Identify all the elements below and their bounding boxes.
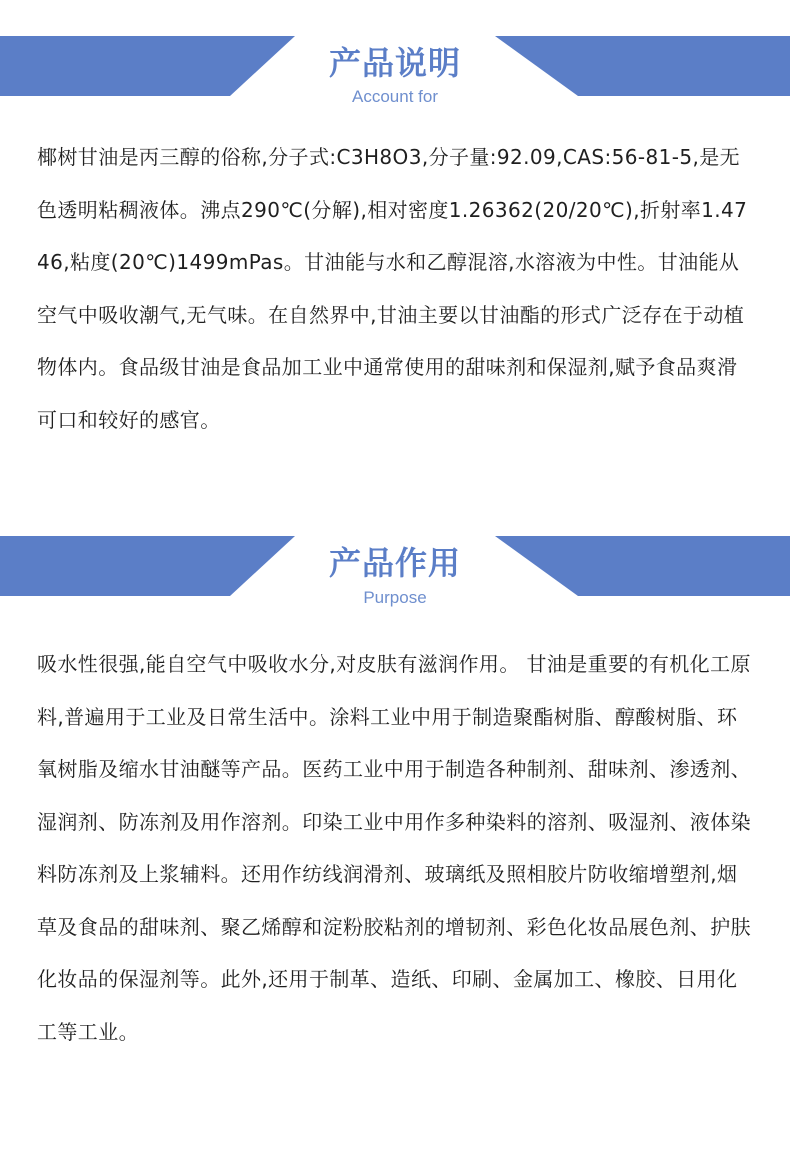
section-subtitle: Account for: [352, 87, 438, 106]
section-body-text: 椰树甘油是丙三醇的俗称,分子式:C3H8O3,分子量:92.09,CAS:56-81-5,是无色透明粘稠液体。沸点290℃(分解),相对密度1.26362(20/20℃),折射率1.4746,粘度(20℃)1499mPas。甘油能与水和乙醇混溶,水溶液为中性。甘油能从空气中吸收潮气,无气味。在自然界中,甘油主要以甘油酯的形式广泛存在于动植物体内。食品级甘油是食品加工业中通常使用的甜味剂和保湿剂,赋予食品爽滑可口和较好的感官。: [37, 145, 748, 432]
section-body-text: 吸水性很强,能自空气中吸收水分,对皮肤有滋润作用。 甘油是重要的有机化工原料,普遍用于工业及日常生活中。涂料工业中用于制造聚酯树脂、醇酸树脂、环氧树脂及缩水甘油醚等产品。医药工业中用于制造各种制剂、甜味剂、渗透剂、湿润剂、防冻剂及用作溶剂。印染工业中用作多种染料的溶剂、吸湿剂、液体染料防冻剂及上浆辅料。还用作纺线润滑剂、玻璃纸及照相胶片防收缩增塑剂,烟草及食品的甜味剂、聚乙烯醇和淀粉胶粘剂的增韧剂、彩色化妆品展色剂、护肤化妆品的保湿剂等。此外,还用于制革、造纸、印刷、金属加工、橡胶、日用化工等工业。: [37, 652, 751, 1044]
section-title: 产品作用: [328, 544, 461, 582]
section-title: 产品说明: [328, 44, 461, 82]
section-subtitle: Purpose: [363, 588, 427, 607]
